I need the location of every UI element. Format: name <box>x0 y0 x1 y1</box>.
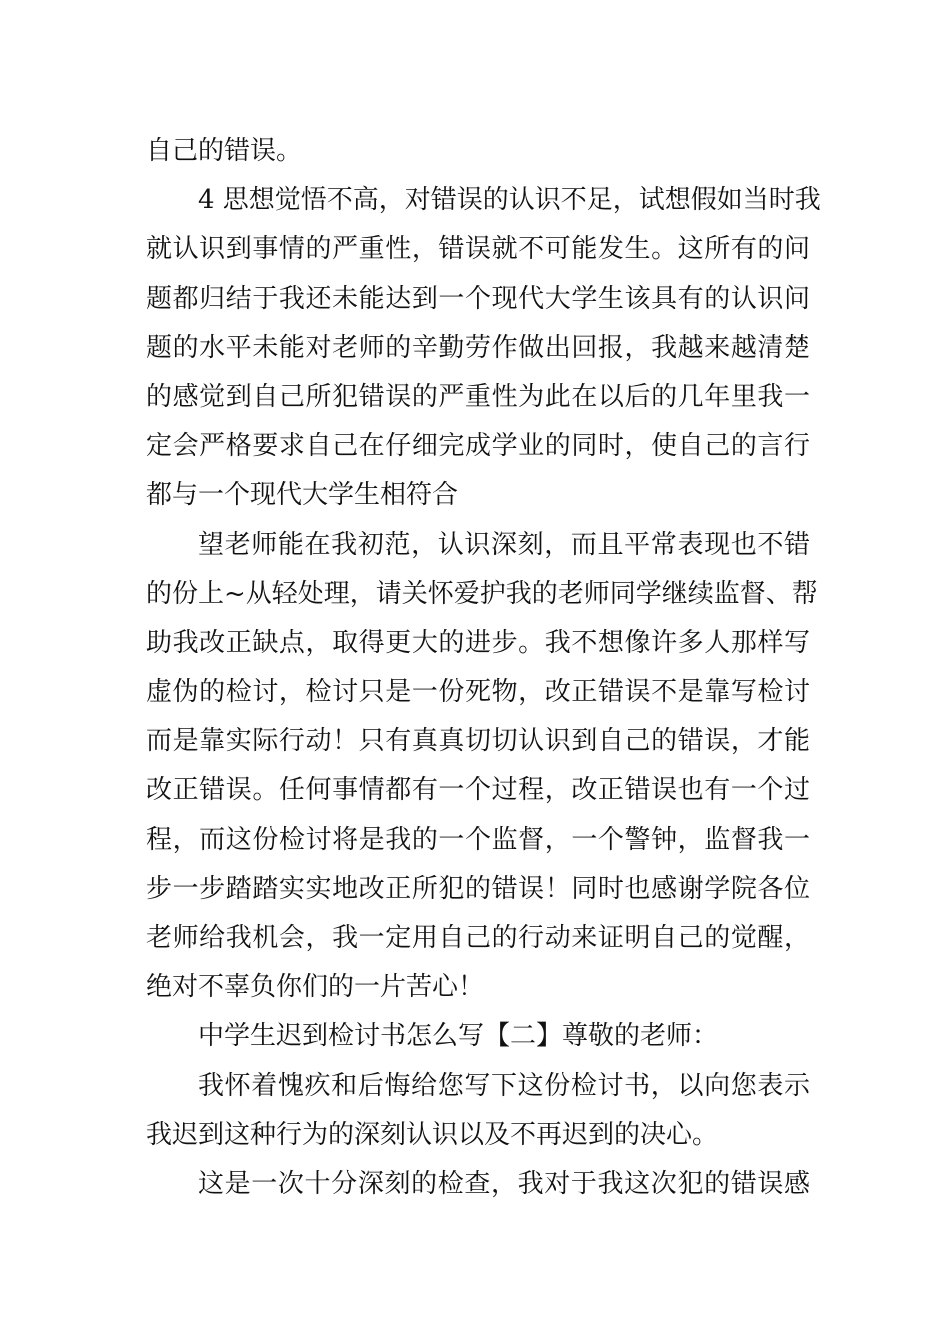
text-line: 这是一次十分深刻的检查，我对于我这次犯的错误感 <box>198 1168 810 1199</box>
text-line: 的份上~从轻处理，请关怀爱护我的老师同学继续监督、帮 <box>146 578 818 609</box>
text-line: 老师给我机会，我一定用自己的行动来证明自己的觉醒， <box>146 923 810 953</box>
text-line: 而是靠实际行动！只有真真切切认识到自己的错误，才能 <box>146 726 810 757</box>
text-line: 题的水平未能对老师的辛勤劳作做出回报，我越来越清楚 <box>146 332 810 363</box>
text-line: 虚伪的检讨，检讨只是一份死物，改正错误不是靠写检讨 <box>146 677 810 708</box>
text-line: 题都归结于我还未能达到一个现代大学生该具有的认识问 <box>146 283 810 314</box>
text-line: 自己的错误。 <box>146 136 303 166</box>
text-line: 助我改正缺点，取得更大的进步。我不想像许多人那样写 <box>146 627 810 658</box>
text-line: 的感觉到自己所犯错误的严重性为此在以后的几年里我一 <box>146 381 810 412</box>
text-line: 改正错误。任何事情都有一个过程，改正错误也有一个过 <box>146 775 810 806</box>
text-line: 程，而这份检讨将是我的一个监督，一个警钟，监督我一 <box>146 824 810 855</box>
text-line: 定会严格要求自己在仔细完成学业的同时，使自己的言行 <box>146 431 810 462</box>
text-line: 中学生迟到检讨书怎么写【二】尊敬的老师： <box>198 1021 719 1052</box>
text-line: 都与一个现代大学生相符合 <box>146 480 459 511</box>
text-line: 我怀着愧疚和后悔给您写下这份检讨书，以向您表示 <box>198 1070 810 1101</box>
text-line: 绝对不辜负你们的一片苦心！ <box>146 972 485 1003</box>
text-line: 望老师能在我初范，认识深刻，而且平常表现也不错 <box>198 529 810 560</box>
text-line: 我迟到这种行为的深刻认识以及不再迟到的决心。 <box>146 1119 719 1150</box>
text-line: 步一步踏踏实实地改正所犯的错误！同时也感谢学院各位 <box>146 873 810 904</box>
text-line: 就认识到事情的严重性，错误就不可能发生。这所有的问 <box>146 234 810 265</box>
text-line: 4 思想觉悟不高，对错误的认识不足，试想假如当时我 <box>198 185 821 216</box>
document-body <box>146 127 821 1209</box>
